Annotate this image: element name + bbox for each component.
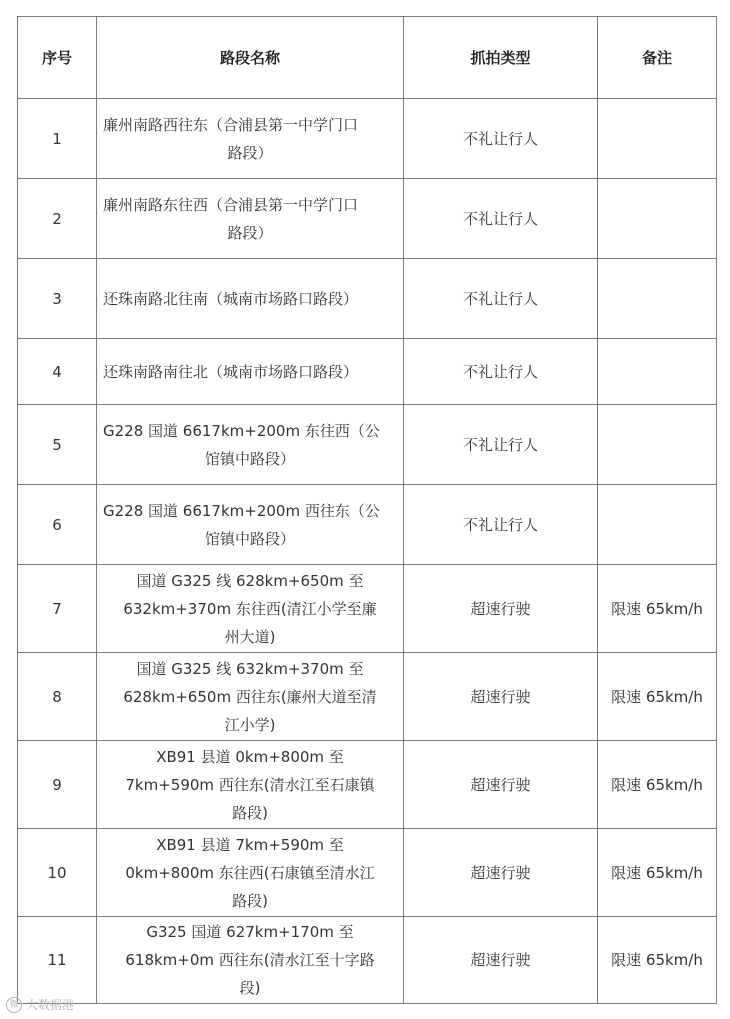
- road-name-cell: [97, 829, 404, 917]
- capture-type-cell: 不礼让行人: [404, 405, 598, 485]
- row-index: 10: [18, 829, 97, 917]
- remarks-cell: 限速 65km/h: [598, 565, 717, 653]
- table-row: [18, 405, 717, 485]
- road-name-cell: [97, 99, 404, 179]
- table-row: [18, 741, 717, 829]
- remarks-cell: 限速 65km/h: [598, 917, 717, 1004]
- row-index: 6: [18, 485, 97, 565]
- road-name-line: XB91 县道 0km+800m 至: [156, 747, 344, 766]
- road-name-line: G228 国道 6617km+200m 西往东（公: [103, 501, 380, 520]
- road-name-cell: [97, 485, 404, 565]
- road-name-line: 618km+0m 西往东(清水江至十字路: [125, 951, 375, 969]
- capture-type-cell: 不礼让行人: [404, 485, 598, 565]
- header-capture-type: 抓拍类型: [404, 17, 598, 99]
- road-name-line: 廉州南路东往西（合浦县第一中学门口: [103, 195, 359, 214]
- capture-type-cell: 超速行驶: [404, 917, 598, 1004]
- road-name-line: 632km+370m 东往西(清江小学至廉: [123, 599, 377, 618]
- row-index: 3: [18, 259, 97, 339]
- header-road-name: 路段名称: [97, 17, 404, 99]
- watermark: [6, 996, 74, 1013]
- remarks-cell: [598, 259, 717, 339]
- header-index: 序号: [18, 17, 97, 99]
- table-row: [18, 565, 717, 653]
- road-name-line: 馆镇中路段）: [204, 449, 295, 468]
- road-name-cell: [97, 653, 404, 741]
- row-index: 8: [18, 653, 97, 741]
- capture-type-cell: 超速行驶: [404, 565, 598, 653]
- road-name-line: 路段）: [227, 223, 273, 242]
- road-name-line: 廉州南路西往东（合浦县第一中学门口: [103, 115, 359, 134]
- road-name-line: 还珠南路北往南（城南市场路口路段）: [103, 289, 359, 308]
- capture-type-cell: 超速行驶: [404, 741, 598, 829]
- road-name-line: 江小学): [224, 715, 276, 734]
- capture-type-cell: 超速行驶: [404, 829, 598, 917]
- row-index: 9: [18, 741, 97, 829]
- row-index: 7: [18, 565, 97, 653]
- road-name-line: 州大道): [224, 627, 276, 646]
- table-header-row: [18, 17, 717, 99]
- road-name-line: 馆镇中路段）: [204, 529, 295, 548]
- capture-type-cell: 不礼让行人: [404, 339, 598, 405]
- table-row: [18, 339, 717, 405]
- road-name-line: 还珠南路南往北（城南市场路口路段）: [103, 362, 359, 381]
- road-name-line: G228 国道 6617km+200m 东往西（公: [103, 421, 380, 440]
- row-index: 5: [18, 405, 97, 485]
- weibo-icon: 微: [6, 997, 22, 1013]
- road-camera-table: [17, 16, 717, 1004]
- road-name-line: 段): [239, 979, 261, 997]
- table-row: [18, 485, 717, 565]
- table-row: [18, 99, 717, 179]
- road-name-cell: [97, 405, 404, 485]
- table-row: [18, 653, 717, 741]
- table-row: [18, 829, 717, 917]
- road-name-cell: [97, 339, 404, 405]
- road-name-cell: [97, 259, 404, 339]
- table-row: [18, 179, 717, 259]
- road-name-line: 国道 G325 线 632km+370m 至: [136, 659, 364, 678]
- capture-type-cell: 不礼让行人: [404, 179, 598, 259]
- road-name-line: 路段): [232, 891, 268, 910]
- road-name-line: 路段）: [227, 143, 273, 162]
- road-name-cell: [97, 565, 404, 653]
- row-index: 11: [18, 917, 97, 1004]
- row-index: 2: [18, 179, 97, 259]
- row-index: 4: [18, 339, 97, 405]
- capture-type-cell: 超速行驶: [404, 653, 598, 741]
- road-name-line: 7km+590m 西往东(清水江至石康镇: [125, 775, 375, 794]
- remarks-cell: [598, 339, 717, 405]
- capture-type-cell: 不礼让行人: [404, 99, 598, 179]
- road-name-line: 0km+800m 东往西(石康镇至清水江: [125, 863, 375, 882]
- table-row: [18, 259, 717, 339]
- road-name-cell: [97, 917, 404, 1004]
- road-name-cell: [97, 741, 404, 829]
- road-name-line: XB91 县道 7km+590m 至: [156, 835, 344, 854]
- road-name-line: 国道 G325 线 628km+650m 至: [136, 571, 364, 590]
- remarks-cell: [598, 99, 717, 179]
- road-name-cell: [97, 179, 404, 259]
- remarks-cell: [598, 485, 717, 565]
- capture-type-cell: 不礼让行人: [404, 259, 598, 339]
- header-remarks: 备注: [598, 17, 717, 99]
- remarks-cell: 限速 65km/h: [598, 653, 717, 741]
- remarks-cell: 限速 65km/h: [598, 741, 717, 829]
- remarks-cell: [598, 179, 717, 259]
- remarks-cell: [598, 405, 717, 485]
- table-row: [18, 917, 717, 1004]
- road-name-line: G325 国道 627km+170m 至: [146, 923, 354, 941]
- watermark-text: 大数据港: [26, 998, 75, 1012]
- row-index: 1: [18, 99, 97, 179]
- road-name-line: 628km+650m 西往东(廉州大道至清: [123, 687, 377, 706]
- road-name-line: 路段): [232, 803, 268, 822]
- remarks-cell: 限速 65km/h: [598, 829, 717, 917]
